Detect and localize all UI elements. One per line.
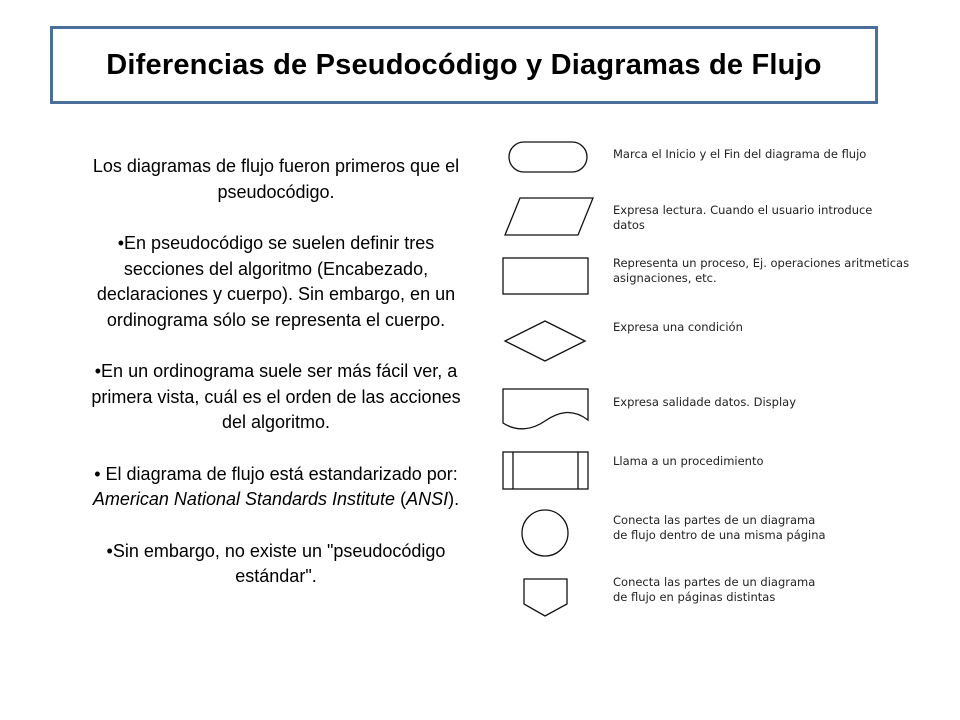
paragraph-3: •En un ordinograma suele ser más fácil ver, a primera vista, cuál es el orden de las acciones del algoritmo.	[91, 361, 461, 432]
connector-circle-symbol	[522, 510, 568, 556]
diamond-symbol	[505, 321, 585, 361]
parallelogram-symbol	[505, 198, 593, 235]
legend-text: Representa un proceso, Ej. operaciones aritmeticas	[613, 256, 910, 270]
legend-label-document	[613, 395, 943, 410]
legend-text: Llama a un procedimiento	[613, 454, 764, 468]
legend-label-terminal	[613, 147, 943, 162]
paragraph-4-end: ).	[448, 489, 460, 509]
legend-label-predefined-process	[613, 454, 943, 469]
paragraph-2: •En pseudocódigo se suelen definir tres secciones del algoritmo (Encabezado, declaraciones y cuerpo). Sin embargo, en un ordinograma sólo se representa el cuerpo.	[96, 233, 456, 330]
legend-label-parallelogram	[613, 203, 943, 233]
terminal-symbol	[509, 142, 587, 172]
legend-label-rectangle	[613, 256, 943, 286]
ansi-acronym: ANSI	[406, 489, 449, 509]
legend-text: Conecta las partes de un diagrama	[613, 513, 816, 527]
paragraph-4	[84, 462, 468, 513]
legend-text: Marca el Inicio y el Fin del diagrama de flujo	[613, 147, 867, 161]
rectangle-symbol	[503, 258, 588, 294]
legend-text: de flujo en páginas distintas	[613, 590, 776, 604]
offpage-connector-symbol	[524, 579, 567, 616]
paragraph-4-text: • El diagrama de flujo está estandarizado por:	[94, 463, 458, 484]
legend-text: Expresa una condición	[613, 320, 743, 334]
legend-text: asignaciones, etc.	[613, 271, 717, 285]
paragraph-5: •Sin embargo, no existe un "pseudocódigo estándar".	[106, 540, 446, 586]
paragraph-1: Los diagramas de flujo fueron primeros que el pseudocódigo.	[92, 156, 460, 202]
title-box	[50, 26, 878, 104]
ansi-full-name: American National Standards Institute	[92, 489, 396, 509]
legend-label-offpage-connector	[613, 575, 943, 605]
legend-text: Expresa salidade datos. Display	[613, 395, 797, 409]
legend-text: Conecta las partes de un diagrama	[613, 575, 816, 589]
legend-text: datos	[613, 218, 645, 232]
legend-label-connector	[613, 513, 943, 543]
flowchart-symbols	[490, 130, 610, 630]
legend-text: Expresa lectura. Cuando el usuario introduce	[613, 203, 873, 217]
paragraph-4-mid: (	[395, 489, 407, 509]
legend-label-diamond	[613, 320, 943, 335]
predefined-process-symbol	[503, 452, 588, 489]
page-title: Diferencias de Pseudocódigo y Diagramas de Flujo	[106, 48, 822, 81]
legend-text: de flujo dentro de una misma página	[613, 528, 826, 542]
document-symbol	[503, 389, 588, 429]
text-column	[84, 154, 468, 590]
